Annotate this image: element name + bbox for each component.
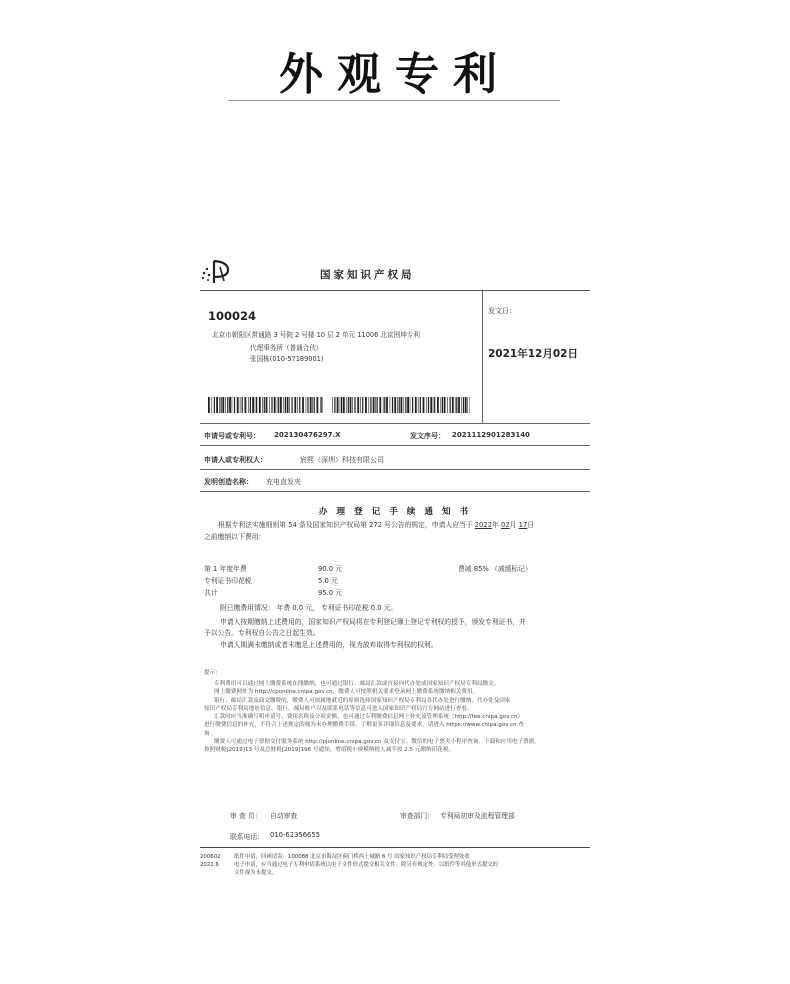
form-version: 2021.6 [200,862,219,868]
tip-line: 网上缴费网址为 http://cponline.cnipa.gov.cn，缴费人可按照相关要求登录网上缴费系统缴纳相关费用。 [214,689,479,696]
dept-label: 审查部门： [400,812,434,820]
fee-name: 第 1 年度年费 [204,565,247,573]
deadline-month: 02 [501,521,510,529]
tip-line: 按照财税[2019]13 号及总财税[2019]196 号通知，增值税小规模纳税人减半按 2.5 元缴纳印花税。 [204,747,455,754]
divider [200,491,590,492]
footer-notes [200,853,498,877]
tip-line: 知识产权局专利局地址信息、银行、邮局账户以及联系电话等信息可进入国家知识产权局官方网站进行查看。 [204,705,473,712]
intro-year: 年 [492,521,499,529]
tips-label: 提示： [204,670,221,676]
para1-line1: 申请人按期缴纳上述费用的，国家知识产权局将在专利登记簿上登记专利权的授予，颁发专利证书，并 [220,618,526,626]
deadline-day: 17 [518,521,528,529]
para2: 申请人期满未缴纳或者未缴足上述费用的，视为放弃取得专利权的权利。 [220,641,438,649]
postcode: 100024 [208,309,257,323]
patent-notice-document [190,255,600,895]
examiner-label: 审 查 员： [230,812,262,820]
address-date-divider [482,291,483,423]
form-code: 200602 [200,854,221,860]
footer-line-1 [200,853,498,861]
page-title: 外观专利 [279,49,511,100]
divider [200,469,590,470]
invention-label: 发明创造名称： [204,478,253,486]
fee-name: 专利证书印花税 [204,577,252,585]
intro-day: 日 [527,521,535,529]
send-date-label: 发文日： [488,307,516,315]
footer-line-3: 文件视为未提交。 [234,870,278,876]
tip-line: 银行、邮局汇款及面交缴费的，缴费人可按属地就近的原则选择国家知识产权局专利局各代办处进行缴纳，代办处及国家 [214,697,511,704]
examiner: 自动审查 [270,812,298,820]
invention-name: 充电直发夹 [266,478,301,486]
phone-label: 联系电话： [230,833,264,841]
divider [200,423,590,424]
tip-line: 进行缴费信息的补充，不符合上述规定的视为未办理缴费手续。了解更多详细信息及要求，请进入 https://www.cnipa.gov.cn 查 [204,722,524,729]
applicant: 宸熙（深圳）科技有限公司 [300,456,384,464]
send-serial: 2021112901283140 [452,431,530,439]
phone: 010-62356655 [270,831,321,839]
tip-line: 汇款时应当准确写明申请号、费用名称及分项金额，也可通过专利缴费信息网上补充及管理系统（http://fee.cnipa.gov.cn） [214,714,524,721]
fee-note: 费减 85% （减缓标记） [458,565,532,573]
dept: 专利局初审及流程管理部 [440,812,515,820]
paid-info: 附已缴费用情况： 年费 0.0 元， 专利证书印花税 0.0 元。 [220,604,398,612]
notice-title: 办 理 登 记 手 续 通 知 书 [318,507,472,517]
send-serial-label: 发文序号： [410,432,445,440]
intro-month: 月 [509,521,517,529]
footer-line-2 [200,861,498,869]
fee-amount: 90.0 元 [318,565,343,573]
divider [200,445,590,446]
tips-list [204,680,592,755]
tip-line: 缴费人可通过电子票据交付服务系统 http://pjonline.cnipa.gov.cn 及支付宝、微信的电子票夹小程序查询、下载和应用电子票据。 [214,739,540,746]
deadline-year: 2022 [474,521,493,529]
barcode-1 [208,397,323,413]
tip-line: 专利费用可以通过网上缴费系统在线缴纳，也可通过银行、邮局汇款或直接向代办处或国家知识产权局专利局缴交。 [214,681,500,687]
applicant-label: 申请人或专利权人： [204,456,267,464]
title-divider [228,100,560,101]
application-number: 202130476297.X [274,431,341,439]
barcode-2 [332,397,470,413]
cnipa-logo-icon [200,259,234,285]
footer-text-2: 电子申请，应当通过电子专利申请系统以电子文件形式提交相关文件。除另有规定外，以纸件等其他形式提交的 [234,862,499,868]
fee-amount: 5.0 元 [318,577,338,585]
footer-rule [200,847,590,848]
address-line-2: 代理事务所（普通合伙） [250,344,323,352]
fee-total-amount: 95.0 元 [318,589,343,597]
address-line-1: 北京市朝阳区常通路 3 号院 2 号楼 10 层 2 单元 11006 北京围坤专利 [212,331,420,339]
office-name: 国家知识产权局 [320,269,415,281]
intro-line-2: 之前缴纳以下费用： [204,533,266,541]
para1-line2: 予以公告。专利权自公告之日起生效。 [204,629,320,637]
intro-line-1 [204,520,588,531]
tip-line: 询 。 [204,730,217,737]
application-number-label: 申请号或专利号： [204,432,260,440]
fee-total-name: 共计 [204,589,218,597]
address-line-3: 张国栋(010-57189001) [250,355,324,363]
header-rule [200,290,590,291]
footer-text-1: 纸件申请，回函请寄：100088 北京市海淀区蓟门桥西土城路 6 号 国家知识产权局专利局受理处收 [234,854,470,860]
intro-text: 根据专利法实施细则第 54 条及国家知识产权局第 272 号公告的规定，申请人应当于 [218,521,473,529]
send-date: 2021年12月02日 [488,348,578,360]
